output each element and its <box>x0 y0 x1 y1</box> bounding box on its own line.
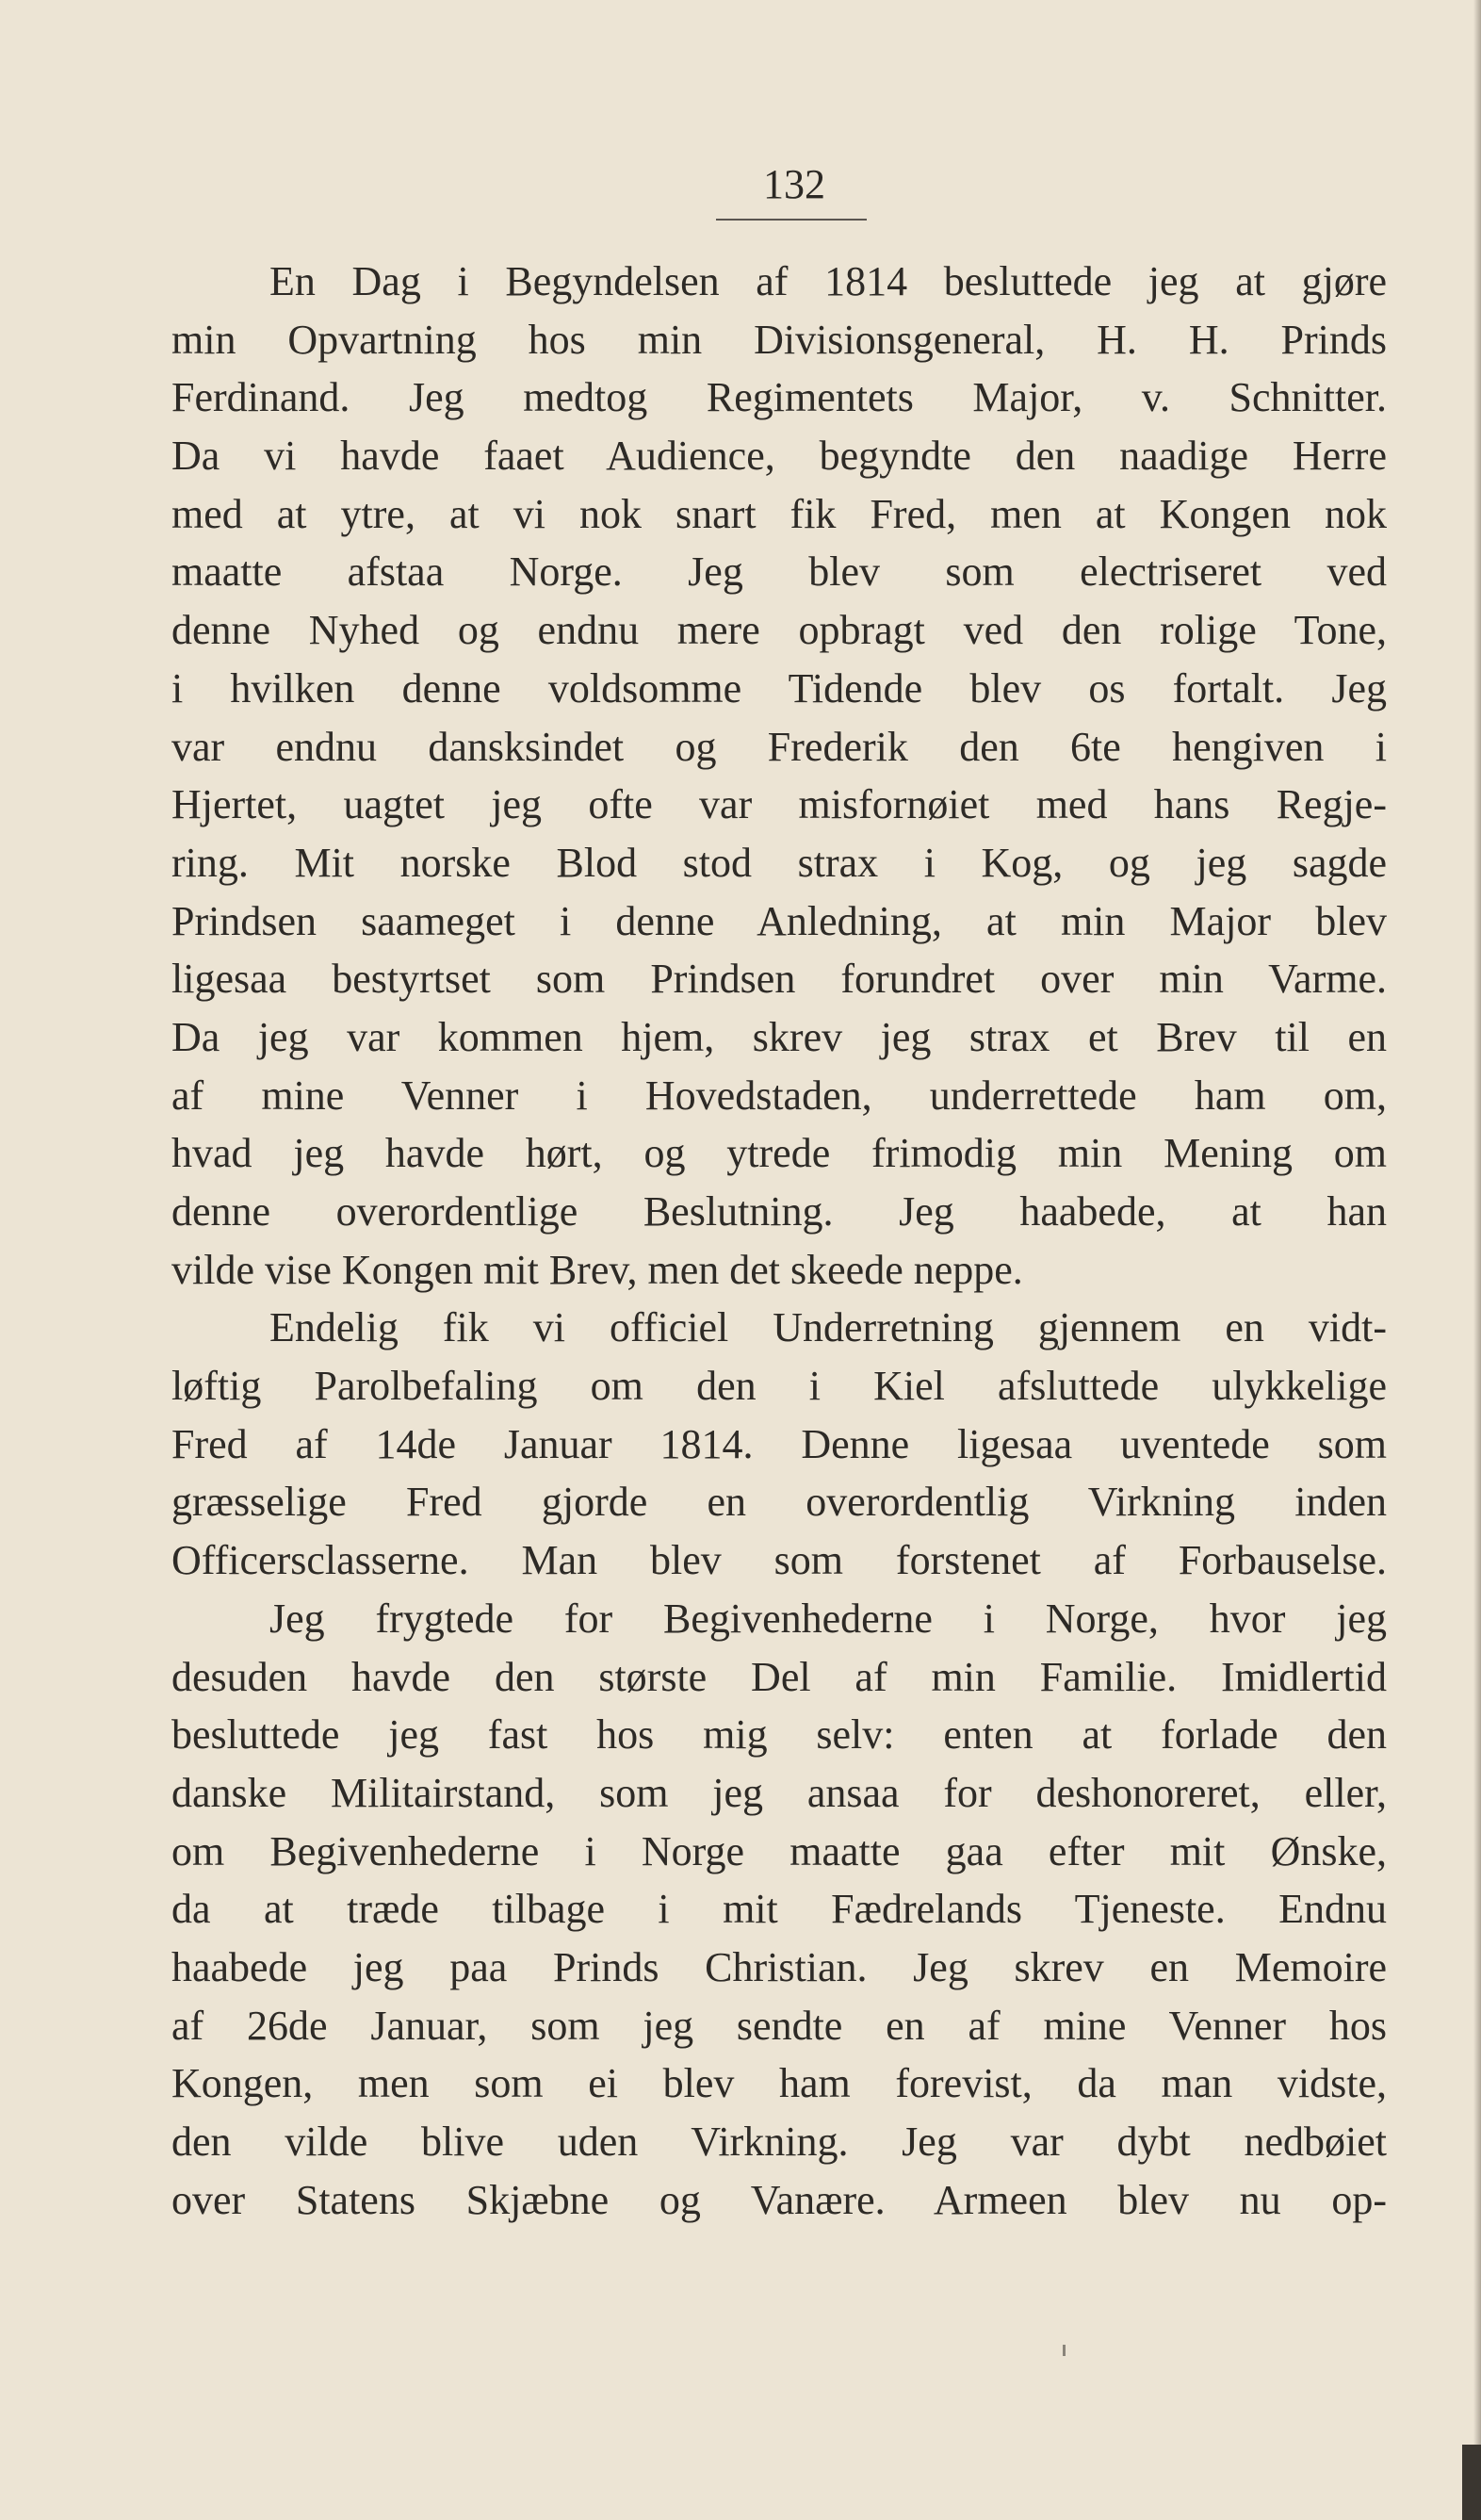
text-line: Officersclasserne. Man blev som forstenet af Forbauselse. <box>171 1537 1387 1584</box>
text-line: danske Militairstand, som jeg ansaa for deshonoreret, eller, <box>171 1769 1387 1816</box>
text-line: vilde vise Kongen mit Brev, men det skeede neppe. <box>171 1246 1023 1293</box>
text-line: Prindsen saameget i denne Anledning, at min Major blev <box>171 897 1387 944</box>
text-line: desuden havde den største Del af min Familie. Imidlertid <box>171 1653 1387 1700</box>
text-line: Da vi havde faaet Audience, begyndte den naadige Herre <box>171 433 1387 480</box>
text-line: over Statens Skjæbne og Vanære. Armeen blev nu op- <box>171 2176 1387 2223</box>
text-line: En Dag i Begyndelsen af 1814 besluttede jeg at gjøre <box>269 258 1387 304</box>
page-edge-shadow <box>1473 0 1481 2520</box>
text-line: Da jeg var kommen hjem, skrev jeg strax et Brev til en <box>171 1013 1387 1060</box>
text-line: maatte afstaa Norge. Jeg blev som electriseret ved <box>171 548 1387 596</box>
text-line: besluttede jeg fast hos mig selv: enten at forlade den <box>171 1711 1387 1759</box>
text-line: da at træde tilbage i mit Fædrelands Tjeneste. Endnu <box>171 1886 1387 1933</box>
text-line: haabede jeg paa Prinds Christian. Jeg skrev en Memoire <box>171 1943 1387 1990</box>
text-line: Endelig fik vi officiel Underretning gjennem en vidt- <box>269 1304 1387 1351</box>
text-line: græsselige Fred gjorde en overordentlig Virkning inden <box>171 1479 1387 1526</box>
page-number: 132 <box>763 161 825 207</box>
text-line: denne Nyhed og endnu mere opbragt ved den rolige Tone, <box>171 607 1387 654</box>
body-text <box>171 253 1387 2229</box>
text-line: denne overordentlige Beslutning. Jeg haabede, at han <box>171 1188 1387 1235</box>
text-line: Fred af 14de Januar 1814. Denne ligesaa uventede som <box>171 1420 1387 1467</box>
text-line: med at ytre, at vi nok snart fik Fred, men at Kongen nok <box>171 490 1387 537</box>
text-line: Kongen, men som ei blev ham forevist, da man vidste, <box>171 2060 1387 2107</box>
text-line: ligesaa bestyrtset som Prindsen forundret over min Varme. <box>171 956 1387 1003</box>
text-line: løftig Parolbefaling om den i Kiel afsluttede ulykkelige <box>171 1363 1387 1410</box>
text-line: var endnu dansksindet og Frederik den 6te hengiven i <box>171 723 1387 770</box>
text-line: ring. Mit norske Blod stod strax i Kog, og jeg sagde <box>171 839 1387 886</box>
text-line: af 26de Januar, som jeg sendte en af mine Venner hos <box>171 2002 1387 2049</box>
text-line: Hjertet, uagtet jeg ofte var misfornøiet med hans Regje- <box>171 781 1387 828</box>
text-line: om Begivenhederne i Norge maatte gaa efter mit Ønske, <box>171 1827 1387 1874</box>
paper-speck <box>1063 2345 1066 2356</box>
page-corner-mark <box>1462 2445 1481 2520</box>
text-line: af mine Venner i Hovedstaden, underrettede ham om, <box>171 1072 1387 1119</box>
text-line: min Opvartning hos min Divisionsgeneral, H. H. Prinds <box>171 316 1387 363</box>
text-line: i hvilken denne voldsomme Tidende blev os fortalt. Jeg <box>171 664 1387 712</box>
text-line: Jeg frygtede for Begivenhederne i Norge, hvor jeg <box>269 1595 1387 1642</box>
text-line: hvad jeg havde hørt, og ytrede frimodig min Mening om <box>171 1130 1387 1177</box>
text-line: den vilde blive uden Virkning. Jeg var dybt nedbøiet <box>171 2119 1387 2165</box>
page-number-rule <box>716 219 867 221</box>
text-line: Ferdinand. Jeg medtog Regimentets Major, v. Schnitter. <box>171 374 1387 421</box>
